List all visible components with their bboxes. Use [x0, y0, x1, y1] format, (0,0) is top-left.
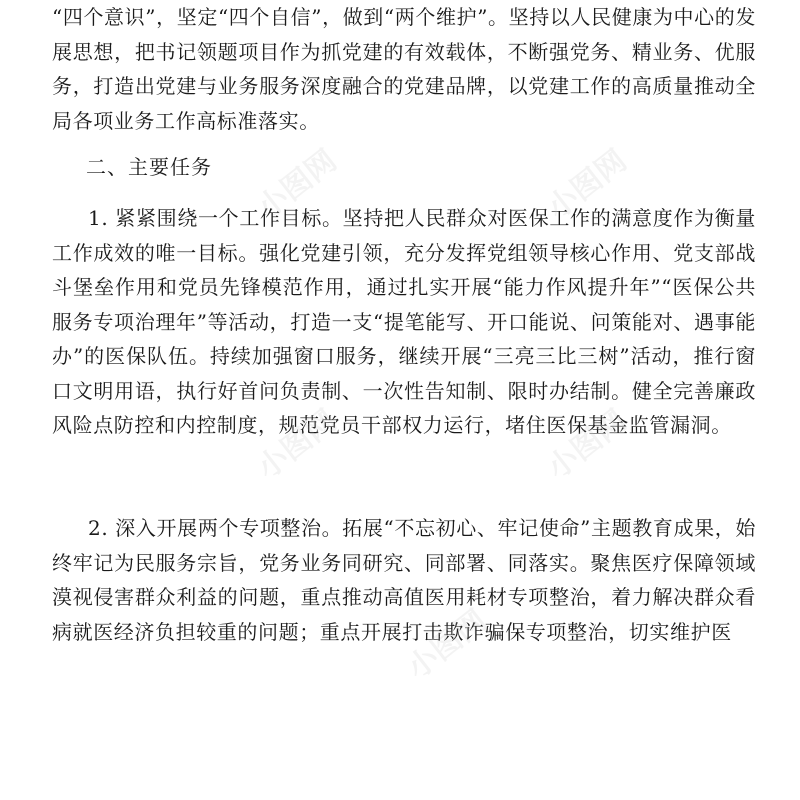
- intro-paragraph: “四个意识”，坚定“四个自信”，做到“两个维护”。坚持以人民健康为中心的发展思想，把书记领题项目作为抓党建的有效载体，不断强党务、精业务、优服务，打造出党建与业务服务深度融合的党建品牌，以党建工作的高质量推动全局各项业务工作高标准落实。: [52, 5, 756, 133]
- watermark: 小图网: [400, 603, 494, 687]
- watermark: 小图网: [250, 143, 344, 227]
- section-heading: 二、主要任务: [86, 155, 212, 179]
- watermark: 小图网: [540, 143, 634, 227]
- watermark: 小图网: [540, 403, 634, 487]
- task-2-paragraph: 2. 深入开展两个专项整治。拓展“不忘初心、牢记使命”主题教育成果，始终牢记为民服务宗旨，党务业务同研究、同部署、同落实。聚焦医疗保障领域漠视侵害群众利益的问题，重点推动高值医用耗材专项整治，着力解决群众看病就医经济负担较重的问题；重点开展打击欺诈骗保专项整治，切实维护医: [52, 516, 756, 644]
- watermark: 小图网: [250, 403, 344, 487]
- task-1-paragraph: 1. 紧紧围绕一个工作目标。坚持把人民群众对医保工作的满意度作为衡量工作成效的唯一目标。强化党建引领，充分发挥党组领导核心作用、党支部战斗堡垒作用和党员先锋模范作用，通过扎实开展“能力作风提升年”“医保公共服务专项治理年”等活动，打造一支“提笔能写、开口能说、问策能对、遇事能办”的医保队伍。持续加强窗口服务，继续开展“三亮三比三树”活动，推行窗口文明用语，执行好首问负责制、一次性告知制、限时办结制。健全完善廉政风险点防控和内控制度，规范党员干部权力运行，堵住医保基金监管漏洞。: [52, 206, 756, 437]
